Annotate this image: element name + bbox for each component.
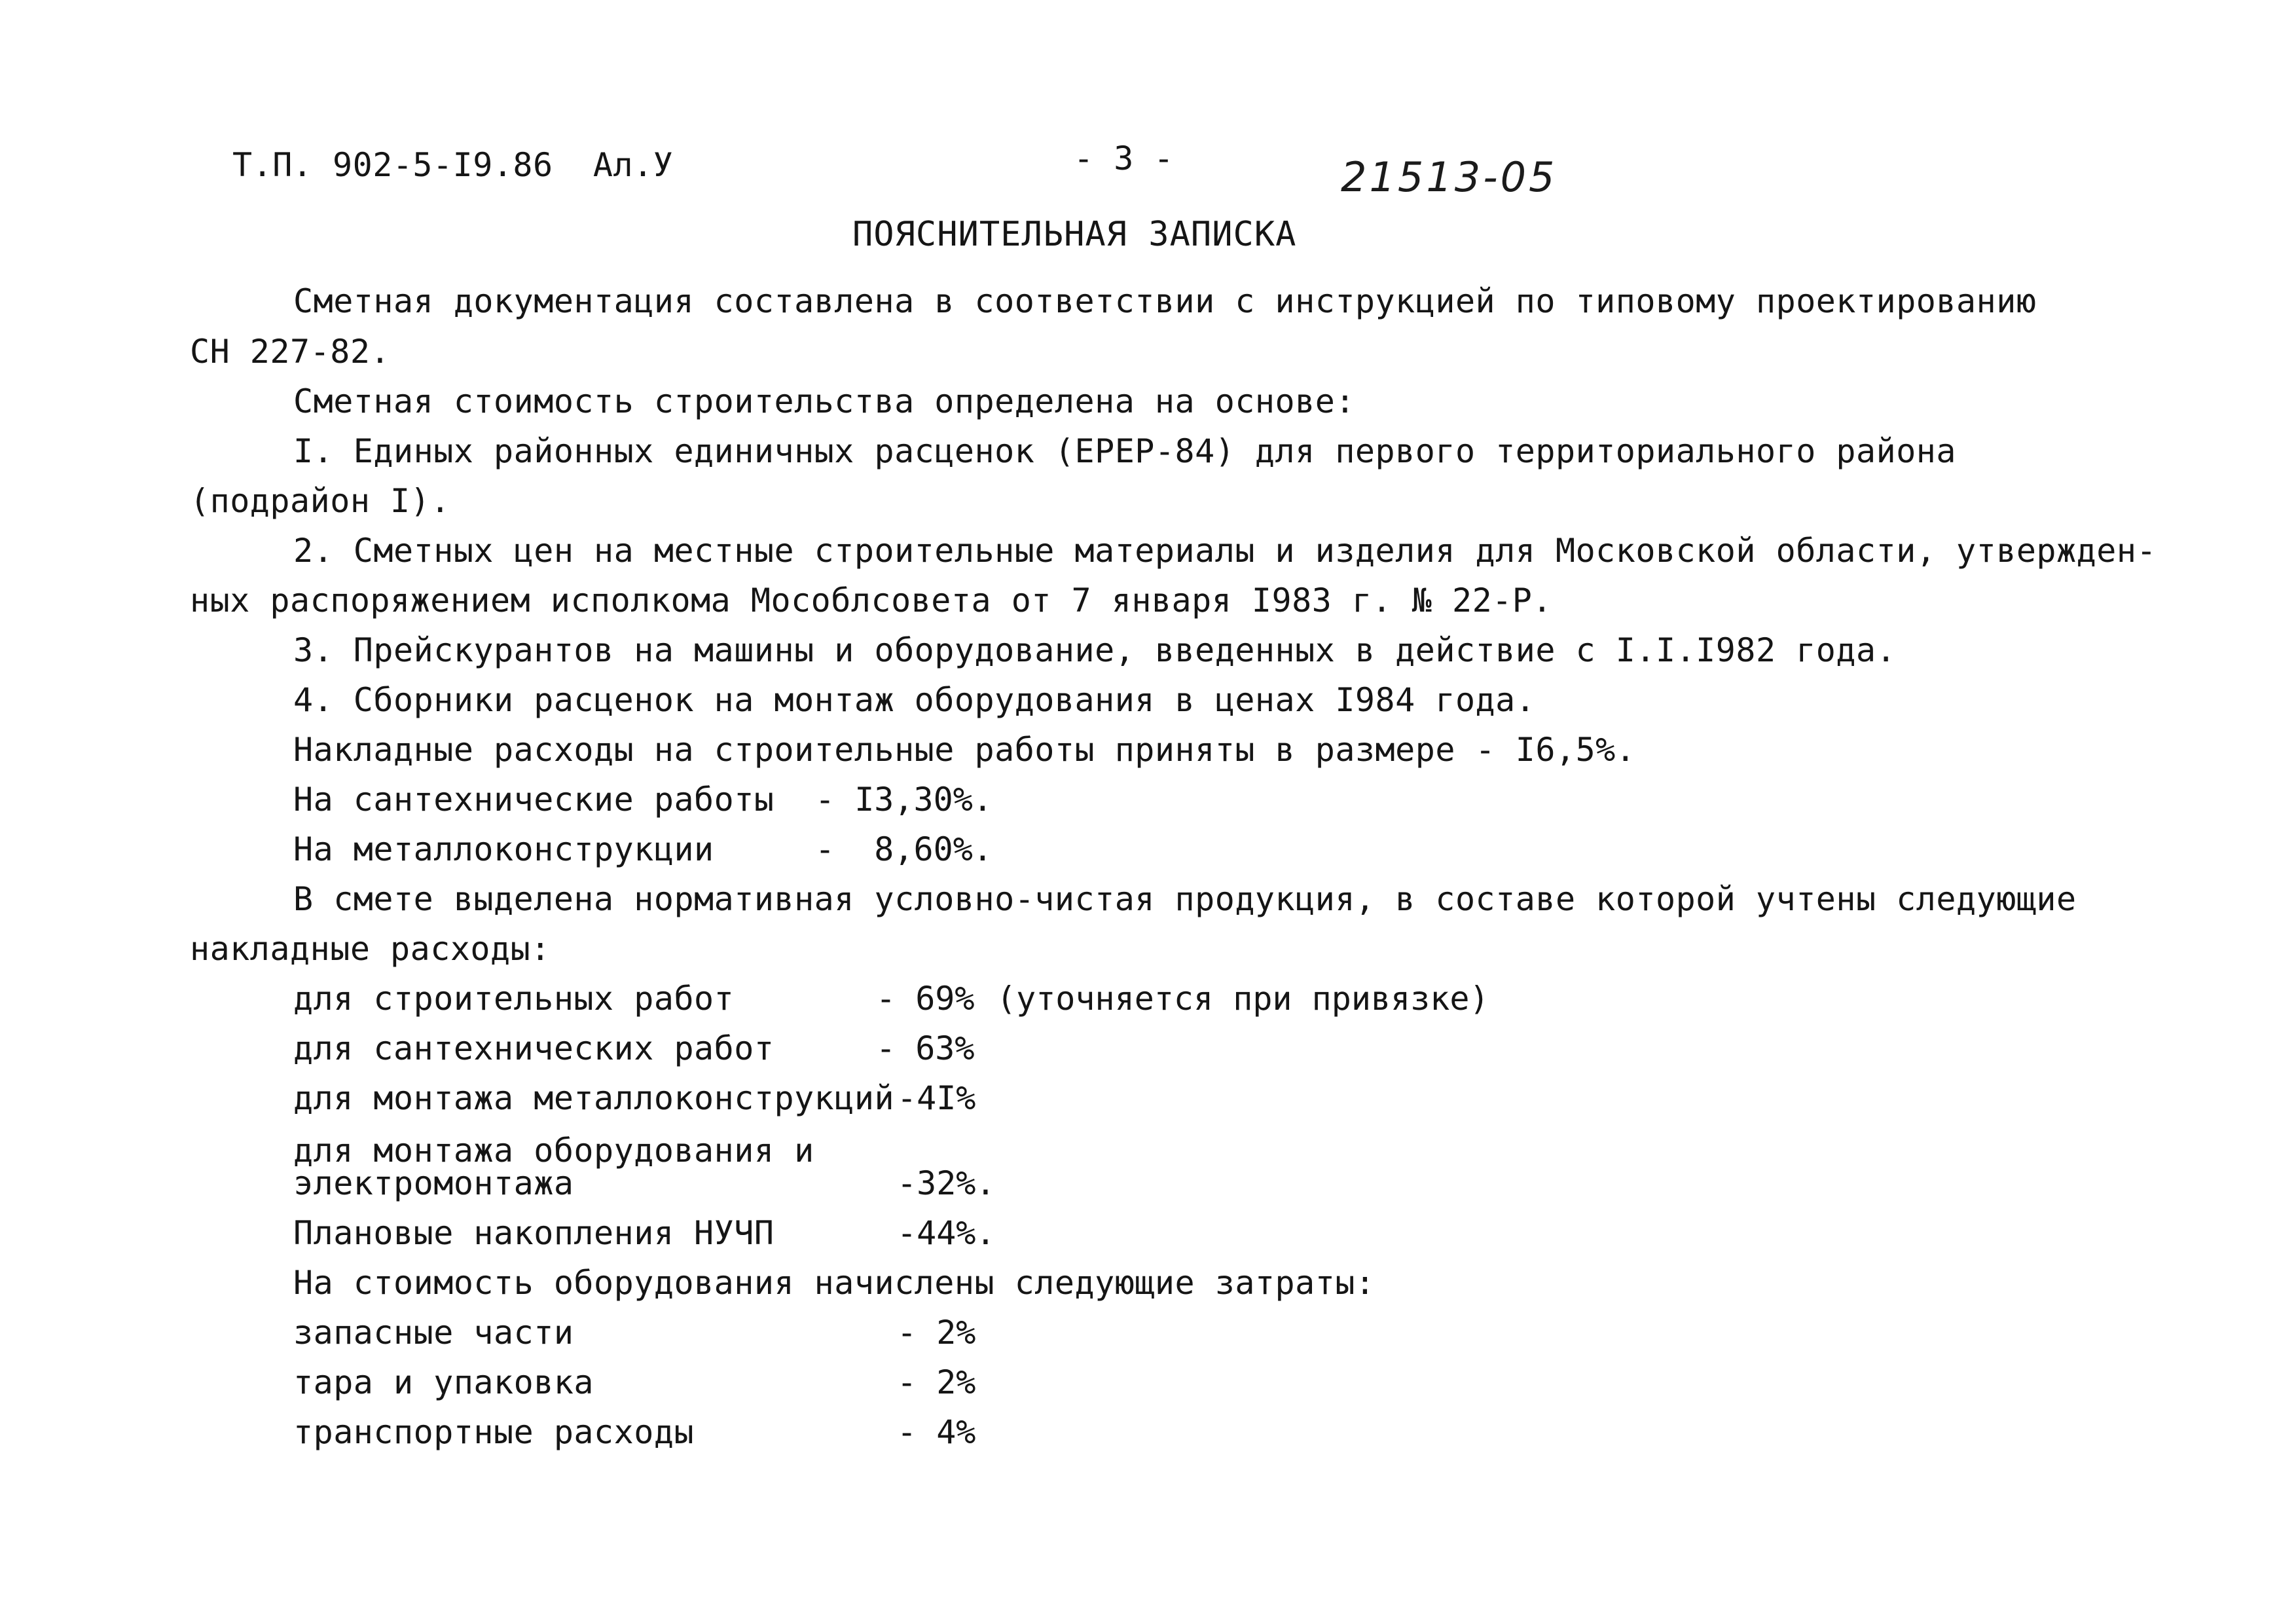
equipment-item-value: - 4% <box>897 1413 976 1451</box>
list-item: I. Единых районных единичных расценок (ЕРЕР-84) для первого территориального района <box>293 432 1957 470</box>
overhead-item-value: - 69% <box>876 980 975 1018</box>
equipment-item-value: - 2% <box>897 1314 976 1352</box>
overhead-line: Накладные расходы на строительные работы приняты в размере - I6,5%. <box>293 731 1636 769</box>
overhead-item-value: -32%. <box>897 1164 996 1202</box>
paragraph-line: Сметная документация составлена в соответствии с инструкцией по типовому проектированию <box>293 282 2037 320</box>
list-item: 4. Сборники расценок на монтаж оборудования в ценах I984 года. <box>293 681 1536 719</box>
paragraph-line: СН 227-82. <box>190 333 391 371</box>
overhead-item-value: -44%. <box>897 1214 996 1252</box>
overhead-item-label: для сантехнических работ <box>293 1029 774 1067</box>
overhead-item-label-continuation: электромонтажа <box>293 1164 574 1202</box>
document-code: Т.П. 902-5-I9.86 Ал.У <box>232 146 674 184</box>
equipment-item-label: транспортные расходы <box>293 1413 695 1451</box>
document-number: 21513-05 <box>1341 153 1558 201</box>
equipment-item-label: тара и упаковка <box>293 1363 594 1401</box>
sanitary-label: На сантехнические работы <box>293 781 774 819</box>
sanitary-value: - I3,30%. <box>815 781 993 819</box>
metal-value: - 8,60%. <box>815 830 993 868</box>
list-item-continuation: (подрайон I). <box>190 482 450 520</box>
paragraph-line: накладные расходы: <box>190 930 551 968</box>
list-item: 2. Сметных цен на местные строительные материалы и изделия для Московской области, утвержден- <box>293 532 2157 570</box>
metal-label: На металлоконструкции <box>293 830 714 868</box>
overhead-item-label: для монтажа оборудования и <box>293 1132 814 1170</box>
page-title: ПОЯСНИТЕЛЬНАЯ ЗАПИСКА <box>852 215 1297 254</box>
overhead-item-note: (уточняется при привязке) <box>996 980 1489 1018</box>
equipment-heading: На стоимость оборудования начислены следующие затраты: <box>293 1264 1376 1302</box>
paragraph-line: В смете выделена нормативная условно-чистая продукция, в составе которой учтены следующие <box>293 880 2077 918</box>
overhead-item-label: для строительных работ <box>293 980 735 1018</box>
overhead-item-value: - 63% <box>876 1029 975 1067</box>
paragraph-line: Сметная стоимость строительства определена на основе: <box>293 382 1355 420</box>
list-item-continuation: ных распоряжением исполкома Мособлсовета от 7 января I983 г. № 22-Р. <box>190 581 1552 619</box>
list-item: 3. Прейскурантов на машины и оборудование, введенных в действие с I.I.I982 года. <box>293 631 1897 669</box>
equipment-item-value: - 2% <box>897 1363 976 1401</box>
overhead-item-label: для монтажа металлоконструкций <box>293 1079 895 1117</box>
equipment-item-label: запасные части <box>293 1314 574 1352</box>
overhead-item-value: -4I% <box>897 1079 976 1117</box>
page-number: - 3 - <box>1074 139 1175 177</box>
overhead-item-label: Плановые накопления НУЧП <box>293 1214 774 1252</box>
